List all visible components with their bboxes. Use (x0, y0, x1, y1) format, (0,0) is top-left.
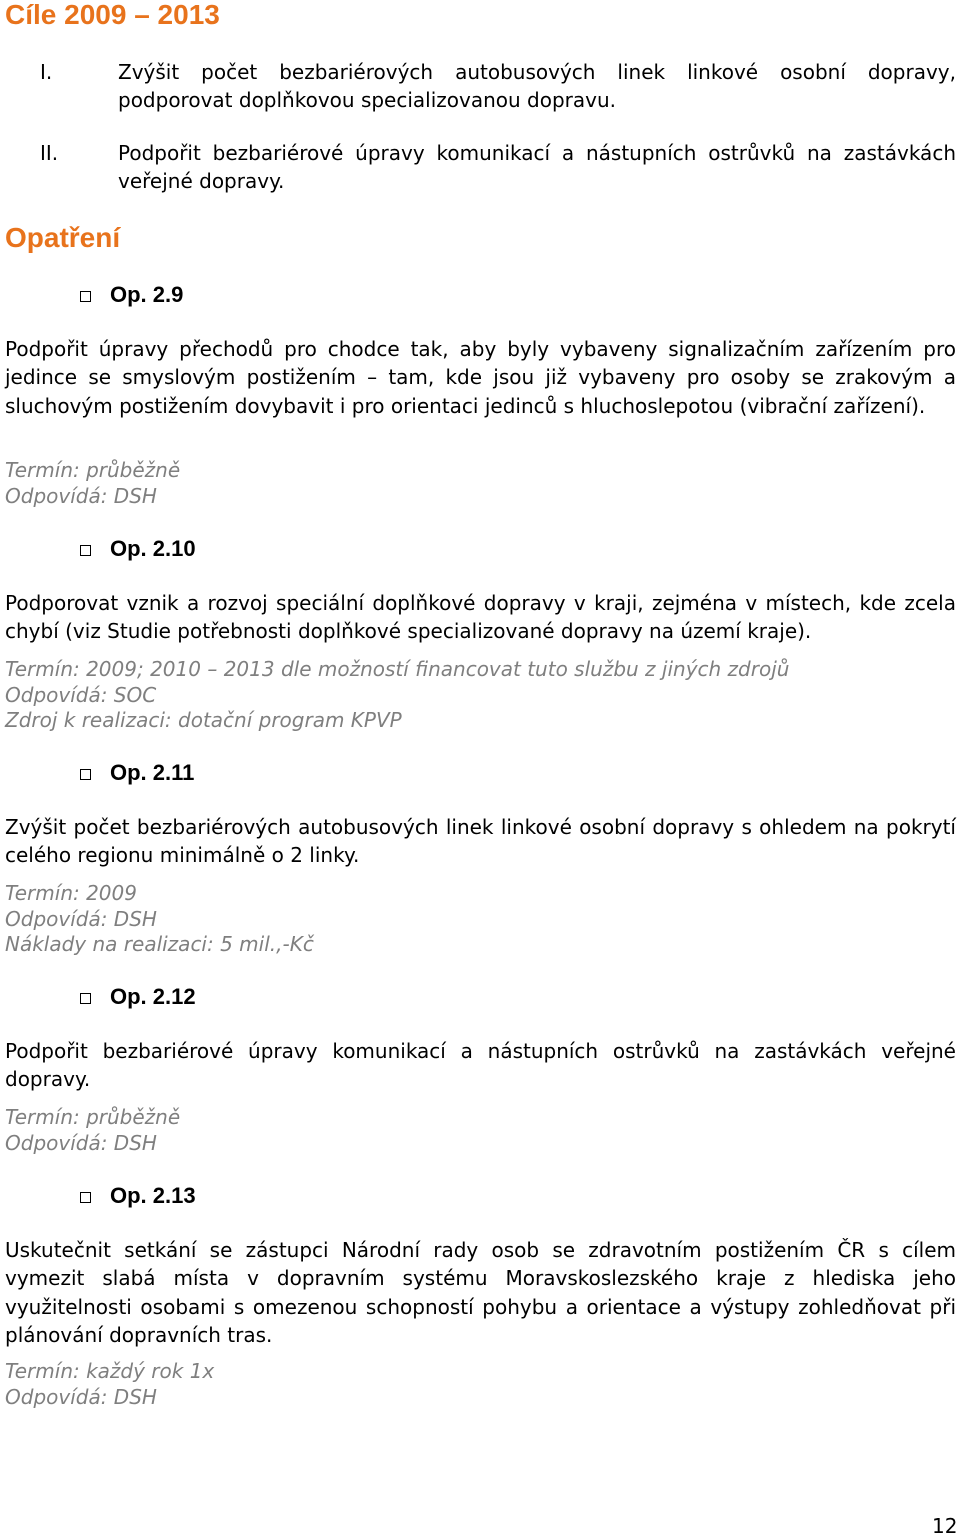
measure-label: Op. 2.9 (110, 282, 184, 307)
measure-text: Uskutečnit setkání se zástupci Národní rady osob se zdravotním postižením ČR s cílem vymezit slabá místa v dopravním systému Moravskoslezského kraje z hlediska jeho využitelnosti osobami s omezenou schopností pohybu a orientace a výstupy zohledňovat při plánování dopravních tras. (5, 1238, 956, 1348)
measure-text: Zvýšit počet bezbariérových autobusových linek linkové osobní dopravy s ohledem na pokrytí celého regionu minimálně o 2 linky. (5, 815, 956, 868)
meta-line: Termín: průběžně (5, 1105, 181, 1129)
meta-line: Odpovídá: DSH (5, 1384, 157, 1409)
measure-text: Podpořit bezbariérové úpravy komunikací a nástupních ostrůvků na zastávkách veřejné dopravy. (5, 1039, 956, 1092)
meta-line: Odpovídá: DSH (5, 906, 157, 931)
meta-line: Termín: 2009 (5, 881, 137, 905)
measure-meta (5, 881, 956, 958)
checkbox-bullet-icon (80, 545, 91, 556)
checkbox-bullet-icon (80, 1192, 91, 1203)
measure-meta (5, 1105, 956, 1156)
goal-item (0, 139, 956, 195)
goal-text: Podpořit bezbariérové úpravy komunikací a nástupních ostrůvků na zastávkách veřejné dopravy. (118, 141, 956, 193)
goal-item (0, 58, 956, 114)
measure-label: Op. 2.12 (110, 984, 196, 1009)
meta-line: Zdroj k realizaci: dotační program KPVP (5, 708, 402, 732)
measure-meta (5, 1359, 956, 1410)
measure-heading (80, 1182, 196, 1210)
checkbox-bullet-icon (80, 291, 91, 302)
meta-line: Náklady na realizaci: 5 mil.,-Kč (5, 932, 314, 956)
goal-text: Zvýšit počet bezbariérových autobusových linek linkové osobní dopravy, podporovat doplňkovou specializovanou dopravu. (118, 60, 956, 112)
meta-line: Odpovídá: DSH (5, 483, 157, 508)
measure-text: Podpořit úpravy přechodů pro chodce tak, aby byly vybaveny signalizačním zařízením pro jedince se smyslovým postižením – tam, kde jsou již vybaveny pro osoby se zrakovým a sluchovým postižením dovybavit i pro orientaci jedinců s hluchoslepotou (vibrační zařízení). (5, 337, 956, 418)
meta-line: Odpovídá: SOC (5, 682, 157, 707)
goals-heading: Cíle 2009 – 2013 (5, 0, 220, 30)
meta-line: Odpovídá: DSH (5, 1130, 157, 1155)
measure-heading (80, 759, 194, 787)
measures-heading: Opatření (5, 222, 121, 253)
measure-meta (5, 458, 956, 509)
measure-text: Podporovat vznik a rozvoj speciální doplňkové dopravy v kraji, zejména v místech, kde zcela chybí (viz Studie potřebnosti doplňkové specializované dopravy na území kraje). (5, 591, 956, 644)
page-number: 12 (932, 1514, 958, 1538)
measure-meta (5, 657, 956, 734)
measure-label: Op. 2.13 (110, 1183, 196, 1208)
measure-heading (80, 535, 196, 563)
meta-line: Termín: 2009; 2010 – 2013 dle možností financovat tuto službu z jiných zdrojů (5, 657, 790, 681)
goal-number: I. (40, 60, 53, 84)
measure-label: Op. 2.11 (110, 760, 195, 785)
checkbox-bullet-icon (80, 769, 91, 780)
checkbox-bullet-icon (80, 993, 91, 1004)
meta-line: Termín: každý rok 1x (5, 1359, 215, 1383)
measure-heading (80, 983, 196, 1011)
measure-label: Op. 2.10 (110, 536, 196, 561)
meta-line: Termín: průběžně (5, 458, 181, 482)
measure-heading (80, 281, 183, 309)
goal-number: II. (40, 141, 59, 165)
